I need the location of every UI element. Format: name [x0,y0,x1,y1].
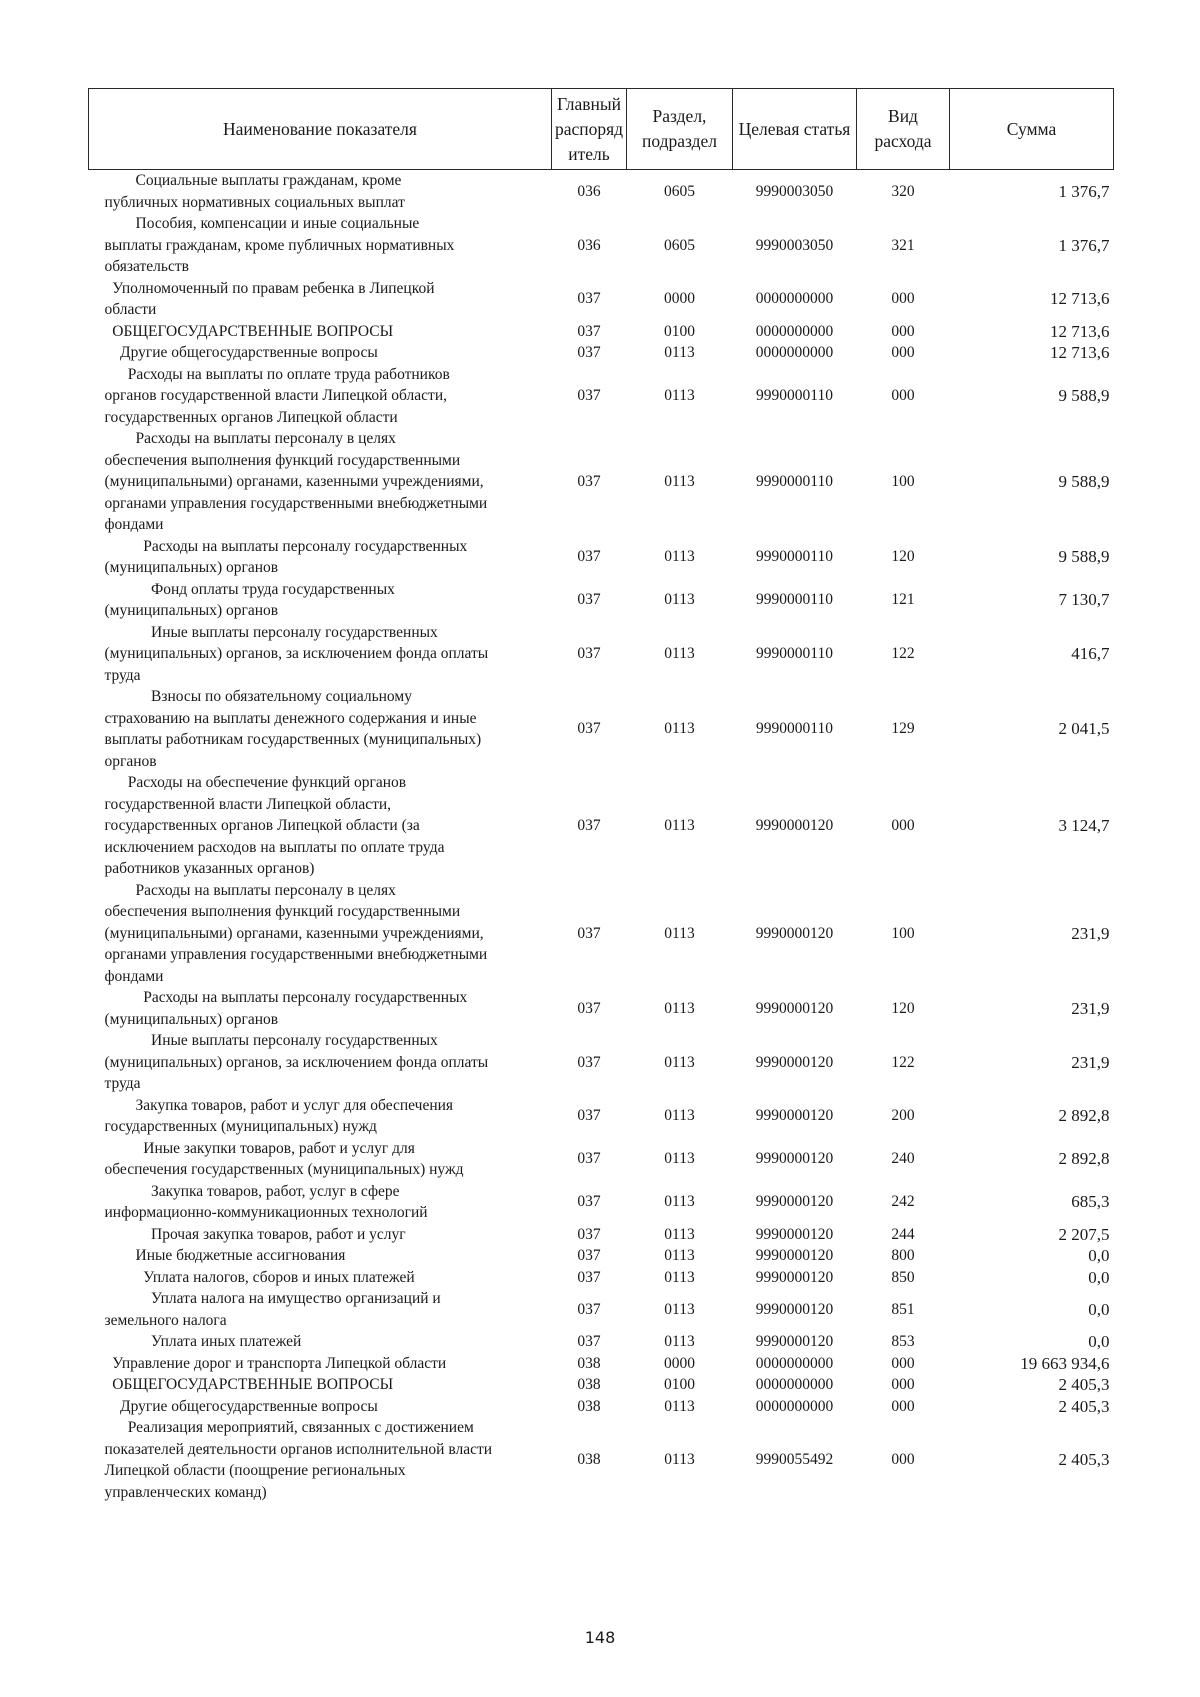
row-chief-manager: 037 [577,1300,601,1318]
table-row [89,1138,1114,1181]
row-chief-manager: 037 [577,720,601,738]
row-section: 0100 [664,1376,695,1393]
row-name: Уплата иных платежей [104,1333,302,1350]
row-target-article: 9990000120 [755,1193,834,1211]
row-name: Фонд оплаты труда государственных (муниципальных) органов [104,580,395,619]
row-section: 0000 [664,1354,695,1372]
row-expense-kind: 321 [891,236,915,254]
row-target-article: 9990000120 [755,1300,834,1318]
table-row [89,1374,1114,1396]
row-target-article: 9990000110 [756,720,833,738]
row-name: Расходы на обеспечение функций органов государственной власти Липецкой области, государственных органов Липецкой области (за исключением расходов на выплаты по оплате труда работников указанных органов) [104,774,445,877]
row-sum: 0,0 [1088,1267,1110,1287]
row-chief-manager: 037 [577,473,601,490]
row-chief-manager: 038 [577,1397,601,1415]
row-name: Расходы на выплаты персоналу государственных (муниципальных) органов [104,989,468,1028]
row-sum: 9 588,9 [1058,547,1110,567]
row-sum: 2 892,8 [1058,1106,1110,1126]
table-row [89,880,1114,988]
row-expense-kind: 000 [891,1451,915,1469]
row-expense-kind: 000 [891,387,915,404]
header-chief-manager: Главный распоряд итель [552,89,627,170]
table-row [89,278,1114,321]
header-expense-kind: Вид расхода [857,89,950,170]
row-target-article: 9990000110 [756,473,833,490]
row-sum: 0,0 [1088,1299,1110,1319]
row-chief-manager: 036 [577,182,601,200]
row-section: 0113 [664,1451,695,1469]
row-section: 0113 [664,591,695,609]
row-sum: 2 405,3 [1058,1396,1110,1416]
row-name: Реализация мероприятий, связанных с достижением показателей деятельности органов исполнительной власти Липецкой области (поощрение региональных управленческих команд) [104,1419,493,1501]
row-chief-manager: 037 [577,591,601,609]
row-chief-manager: 037 [577,1107,601,1125]
table-row [89,622,1114,687]
row-sum: 12 713,6 [1050,343,1110,362]
row-chief-manager: 037 [577,1225,601,1243]
row-target-article: 9990000120 [755,817,834,834]
header-sum: Сумма [950,89,1114,170]
row-section: 0113 [664,344,695,361]
table-row [89,364,1114,429]
row-sum: 416,7 [1071,644,1110,663]
row-name: Другие общегосударственные вопросы [104,344,378,361]
table-row [89,1095,1114,1138]
row-target-article: 9990000120 [755,924,834,942]
row-sum: 1 376,7 [1058,181,1110,201]
row-chief-manager: 037 [577,387,601,404]
row-target-article: 9990003050 [755,236,834,254]
row-sum: 12 713,6 [1050,321,1110,341]
row-expense-kind: 853 [891,1333,915,1350]
table-row [89,1288,1114,1331]
row-name: Управление дорог и транспорта Липецкой области [104,1354,447,1372]
row-target-article: 0000000000 [755,1354,834,1372]
row-target-article: 9990000110 [756,645,833,662]
header-target-article: Целевая статья [733,89,857,170]
budget-table [88,88,1114,1503]
row-expense-kind: 121 [891,591,915,609]
row-section: 0113 [664,720,695,738]
row-chief-manager: 037 [577,548,601,566]
row-target-article: 9990000110 [756,387,833,404]
row-target-article: 9990055492 [755,1451,834,1469]
row-expense-kind: 800 [891,1247,915,1264]
row-target-article: 9990000120 [755,1053,834,1071]
row-chief-manager: 037 [577,1193,601,1211]
row-target-article: 0000000000 [755,1397,834,1415]
row-name: Иные бюджетные ассигнования [104,1247,346,1264]
row-sum: 9 588,9 [1058,386,1110,405]
table-row [89,1224,1114,1246]
row-expense-kind: 244 [891,1225,915,1243]
row-chief-manager: 037 [577,645,601,662]
row-section: 0113 [664,548,695,566]
row-name: Иные выплаты персоналу государственных (муниципальных) органов, за исключением фонда оплаты труда [104,623,489,684]
row-name: Расходы на выплаты персоналу государственных (муниципальных) органов [104,537,468,576]
row-target-article: 9990000120 [755,999,834,1017]
row-name: Уполномоченный по правам ребенка в Липецкой области [104,279,435,318]
table-row [89,1417,1114,1503]
row-sum: 2 041,5 [1058,719,1110,739]
row-name: Иные закупки товаров, работ и услуг для обеспечения государственных (муниципальных) нужд [104,1139,464,1178]
row-target-article: 9990000120 [755,1150,834,1168]
row-expense-kind: 850 [891,1268,915,1286]
row-expense-kind: 000 [891,344,915,361]
row-section: 0113 [664,924,695,942]
row-expense-kind: 242 [891,1193,915,1211]
row-section: 0113 [664,1150,695,1168]
row-target-article: 9990000120 [755,1225,834,1243]
row-chief-manager: 037 [577,322,601,340]
row-chief-manager: 038 [577,1376,601,1393]
table-row [89,987,1114,1030]
row-expense-kind: 320 [891,182,915,200]
row-section: 0605 [664,182,695,200]
row-name: Уплата налогов, сборов и иных платежей [104,1268,415,1286]
row-section: 0113 [664,1053,695,1071]
table-row [89,213,1114,278]
row-name: Уплата налога на имущество организаций и земельного налога [104,1290,441,1329]
row-name: ОБЩЕГОСУДАРСТВЕННЫЕ ВОПРОСЫ [104,1376,394,1393]
row-expense-kind: 100 [891,473,915,490]
row-section: 0113 [664,387,695,404]
row-name: Пособия, компенсации и иные социальные выплаты гражданам, кроме публичных нормативных обязательств [104,215,455,275]
row-sum: 19 663 934,6 [1020,1353,1110,1373]
row-sum: 0,0 [1088,1332,1110,1351]
table-row [89,1030,1114,1095]
row-section: 0113 [664,999,695,1017]
row-section: 0113 [664,473,695,490]
row-target-article: 0000000000 [755,1376,834,1393]
row-target-article: 9990000110 [756,591,833,609]
row-chief-manager: 037 [577,1268,601,1286]
row-name: Прочая закупка товаров, работ и услуг [104,1225,406,1243]
header-name: Наименование показателя [89,89,552,170]
row-sum: 231,9 [1071,998,1110,1018]
table-row [89,686,1114,772]
row-name: Взносы по обязательному социальному страхованию на выплаты денежного содержания и иные выплаты работникам государственных (муниципальных) органов [104,688,482,770]
row-expense-kind: 000 [891,1376,915,1393]
table-row [89,1396,1114,1418]
row-sum: 1 376,7 [1058,235,1110,255]
table-row [89,1331,1114,1353]
row-target-article: 0000000000 [755,290,834,308]
table-row [89,1181,1114,1224]
row-section: 0100 [664,322,695,340]
row-section: 0113 [664,817,695,834]
table-row [89,428,1114,536]
row-section: 0113 [664,1247,695,1264]
row-sum: 9 588,9 [1058,472,1110,491]
row-section: 0113 [664,1225,695,1243]
row-chief-manager: 037 [577,1247,601,1264]
table-row [89,1267,1114,1289]
row-target-article: 9990003050 [755,182,834,200]
row-sum: 685,3 [1071,1192,1110,1212]
row-section: 0113 [664,1397,695,1415]
row-section: 0113 [664,1268,695,1286]
row-name: Расходы на выплаты персоналу в целях обеспечения выполнения функций государственными (муниципальными) органами, казенными учреждениями, органами управления государственными внебюджетными фондами [104,881,488,985]
row-sum: 3 124,7 [1058,816,1110,835]
row-expense-kind: 200 [891,1107,915,1125]
row-sum: 0,0 [1088,1246,1110,1265]
row-expense-kind: 100 [891,924,915,942]
row-sum: 231,9 [1071,1052,1110,1072]
row-target-article: 9990000120 [755,1333,834,1350]
row-section: 0113 [664,645,695,662]
row-sum: 2 405,3 [1058,1375,1110,1394]
table-row [89,321,1114,343]
table-row [89,170,1114,214]
row-name: Иные выплаты персоналу государственных (муниципальных) органов, за исключением фонда оплаты труда [104,1032,489,1092]
row-target-article: 0000000000 [755,322,834,340]
row-name: Расходы на выплаты по оплате труда работников органов государственной власти Липецкой области, государственных органов Липецкой области [104,365,450,426]
row-sum: 7 130,7 [1058,590,1110,610]
row-expense-kind: 851 [891,1300,915,1318]
table-row [89,579,1114,622]
row-expense-kind: 122 [891,645,915,662]
page-number: 148 [584,1628,616,1647]
row-sum: 2 892,8 [1058,1149,1110,1169]
row-section: 0000 [664,290,695,308]
row-expense-kind: 129 [891,720,915,738]
row-chief-manager: 038 [577,1354,601,1372]
row-chief-manager: 037 [577,1053,601,1071]
row-target-article: 0000000000 [755,344,834,361]
table-row [89,1353,1114,1375]
row-expense-kind: 000 [891,322,915,340]
row-section: 0113 [664,1300,695,1318]
row-section: 0113 [664,1107,695,1125]
row-chief-manager: 037 [577,290,601,308]
row-sum: 231,9 [1071,923,1110,943]
row-expense-kind: 122 [891,1053,915,1071]
row-section: 0605 [664,236,695,254]
row-chief-manager: 037 [577,817,601,834]
row-chief-manager: 036 [577,236,601,254]
row-chief-manager: 037 [577,924,601,942]
row-name: ОБЩЕГОСУДАРСТВЕННЫЕ ВОПРОСЫ [104,322,394,340]
table-row [89,1245,1114,1267]
table-row [89,536,1114,579]
row-chief-manager: 037 [577,344,601,361]
row-expense-kind: 000 [891,1354,915,1372]
row-target-article: 9990000110 [756,548,833,566]
row-chief-manager: 037 [577,1150,601,1168]
row-target-article: 9990000120 [755,1268,834,1286]
row-section: 0113 [664,1333,695,1350]
table-row [89,772,1114,880]
row-expense-kind: 000 [891,1397,915,1415]
row-name: Расходы на выплаты персоналу в целях обеспечения выполнения функций государственными (муниципальными) органами, казенными учреждениями, органами управления государственными внебюджетными фондами [104,430,488,533]
row-sum: 2 405,3 [1058,1450,1110,1470]
row-name: Другие общегосударственные вопросы [104,1397,378,1415]
row-expense-kind: 120 [891,548,915,566]
row-expense-kind: 240 [891,1150,915,1168]
row-target-article: 9990000120 [755,1107,834,1125]
row-expense-kind: 000 [891,290,915,308]
row-name: Закупка товаров, работ и услуг для обеспечения государственных (муниципальных) нужд [104,1096,454,1135]
table-body [89,170,1114,1504]
row-name: Социальные выплаты гражданам, кроме публичных нормативных социальных выплат [104,172,405,211]
table-row [89,342,1114,364]
row-expense-kind: 000 [891,817,915,834]
row-expense-kind: 120 [891,999,915,1017]
row-name: Закупка товаров, работ, услуг в сфере информационно-коммуникационных технологий [104,1182,428,1221]
row-chief-manager: 037 [577,999,601,1017]
row-sum: 12 713,6 [1050,289,1110,309]
header-section: Раздел, подраздел [627,89,733,170]
row-target-article: 9990000120 [755,1247,834,1264]
row-section: 0113 [664,1193,695,1211]
row-chief-manager: 037 [577,1333,601,1350]
row-chief-manager: 038 [577,1451,601,1469]
row-sum: 2 207,5 [1058,1224,1110,1244]
table-header [89,89,1114,170]
